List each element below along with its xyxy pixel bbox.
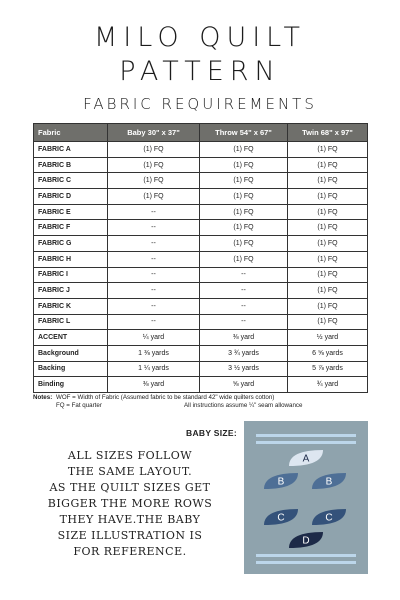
yardage-cell: 3 ½ yards [200,361,288,377]
fabric-name-cell: FABRIC J [34,283,108,299]
notes-label: Notes: [33,394,53,401]
fabric-name-cell: FABRIC C [34,173,108,189]
yardage-cell: (1) FQ [108,157,200,173]
fabric-name-cell: FABRIC L [34,314,108,330]
yardage-cell: 5 ⅞ yards [288,361,368,377]
fabric-name-cell: FABRIC D [34,189,108,205]
yardage-cell: -- [200,314,288,330]
yardage-cell: -- [200,298,288,314]
description-line: FOR REFERENCE. [73,545,187,558]
yardage-cell: ⅜ yard [200,330,288,346]
description-line: ALL SIZES FOLLOW [67,449,193,462]
yardage-cell: (1) FQ [200,236,288,252]
yardage-cell: (1) FQ [288,189,368,205]
table-row [34,377,368,393]
fabric-name-cell: Backing [34,361,108,377]
column-header-baby: Baby 30" x 37" [108,124,200,142]
yardage-cell: (1) FQ [288,267,368,283]
accent-stripe-top-2 [256,441,356,444]
yardage-cell: (1) FQ [108,142,200,158]
baby-size-label: BABY SIZE: [186,428,238,438]
fabric-name-cell: Binding [34,377,108,393]
fabric-name-cell: ACCENT [34,330,108,346]
table-header-row [34,124,368,142]
yardage-cell: -- [108,236,200,252]
yardage-cell: -- [108,267,200,283]
leaf-label: B [325,476,333,488]
yardage-cell: (1) FQ [200,251,288,267]
yardage-cell: 1 ⅜ yards [108,345,200,361]
yardage-cell: -- [108,220,200,236]
yardage-cell: (1) FQ [288,298,368,314]
table-row [34,251,368,267]
yardage-cell: 1 ¼ yards [108,361,200,377]
table-row [34,330,368,346]
fabric-name-cell: FABRIC G [34,236,108,252]
notes-seam-allowance: All instructions assume ¼" seam allowance [184,402,303,409]
leaf-label: C [277,512,285,524]
page-subtitle: FABRIC REQUIREMENTS [83,95,317,113]
accent-stripe-bottom [256,554,356,557]
yardage-cell: -- [200,267,288,283]
size-description [30,448,230,560]
table-row [34,314,368,330]
table-row [34,142,368,158]
leaf-label: D [302,535,310,547]
column-header-twin: Twin 68" x 97" [288,124,368,142]
yardage-cell: -- [108,251,200,267]
yardage-cell: (1) FQ [288,283,368,299]
yardage-cell: (1) FQ [200,142,288,158]
yardage-cell: (1) FQ [200,157,288,173]
table-row [34,267,368,283]
table-row [34,345,368,361]
page-title-line-2: PATTERN [119,56,281,87]
yardage-cell: (1) FQ [288,220,368,236]
yardage-cell: -- [108,283,200,299]
table-row [34,220,368,236]
table-row [34,157,368,173]
notes-fq-definition: FQ = Fat quarter [56,402,102,409]
yardage-cell: (1) FQ [108,189,200,205]
table-row [34,298,368,314]
accent-stripe-top [256,434,356,437]
fabric-name-cell: FABRIC H [34,251,108,267]
fabric-name-cell: FABRIC B [34,157,108,173]
table-row [34,204,368,220]
description-line: THE SAME LAYOUT. [67,465,193,478]
yardage-cell: -- [200,283,288,299]
fabric-name-cell: FABRIC K [34,298,108,314]
accent-stripe-bottom-2 [256,561,356,564]
yardage-cell: (1) FQ [200,204,288,220]
yardage-cell: (1) FQ [108,173,200,189]
table-row [34,189,368,205]
leaf-label: A [302,453,310,465]
table-row [34,361,368,377]
yardage-cell: ¼ yard [108,330,200,346]
leaf-label: B [277,476,285,488]
yardage-cell: (1) FQ [288,204,368,220]
yardage-cell: (1) FQ [288,142,368,158]
fabric-name-cell: FABRIC A [34,142,108,158]
yardage-cell: 3 ¾ yards [200,345,288,361]
yardage-cell: -- [108,298,200,314]
yardage-cell: (1) FQ [200,189,288,205]
yardage-cell: (1) FQ [200,220,288,236]
yardage-cell: ⅜ yard [108,377,200,393]
fabric-name-cell: FABRIC I [34,267,108,283]
notes-wof-definition: WOF = Width of Fabric (Assumed fabric to be standard 42" wide quilters cotton) [56,394,275,401]
table-notes [33,394,373,410]
yardage-cell: -- [108,314,200,330]
table-row [34,173,368,189]
yardage-cell: ⅝ yard [200,377,288,393]
yardage-cell: ½ yard [288,330,368,346]
table-row [34,283,368,299]
description-line: THEY HAVE.THE BABY [59,513,201,526]
yardage-cell: (1) FQ [288,236,368,252]
fabric-requirements-table [33,123,368,393]
yardage-cell: (1) FQ [200,173,288,189]
column-header-fabric: Fabric [34,124,108,142]
yardage-cell: -- [108,204,200,220]
fabric-name-cell: FABRIC F [34,220,108,236]
fabric-name-cell: FABRIC E [34,204,108,220]
column-header-throw: Throw 54" x 67" [200,124,288,142]
yardage-cell: (1) FQ [288,251,368,267]
description-line: SIZE ILLUSTRATION IS [57,529,203,542]
leaf-label: C [325,512,333,524]
yardage-cell: (1) FQ [288,173,368,189]
table-row [34,236,368,252]
yardage-cell: 6 ⅝ yards [288,345,368,361]
fabric-name-cell: Background [34,345,108,361]
table-body [34,142,368,393]
description-line: BIGGER THE MORE ROWS [47,497,213,510]
baby-quilt-illustration [244,421,368,574]
yardage-cell: (1) FQ [288,157,368,173]
description-line: AS THE QUILT SIZES GET [49,481,211,494]
page-title-line-1: MILO QUILT [94,22,306,53]
yardage-cell: (1) FQ [288,314,368,330]
yardage-cell: ¾ yard [288,377,368,393]
